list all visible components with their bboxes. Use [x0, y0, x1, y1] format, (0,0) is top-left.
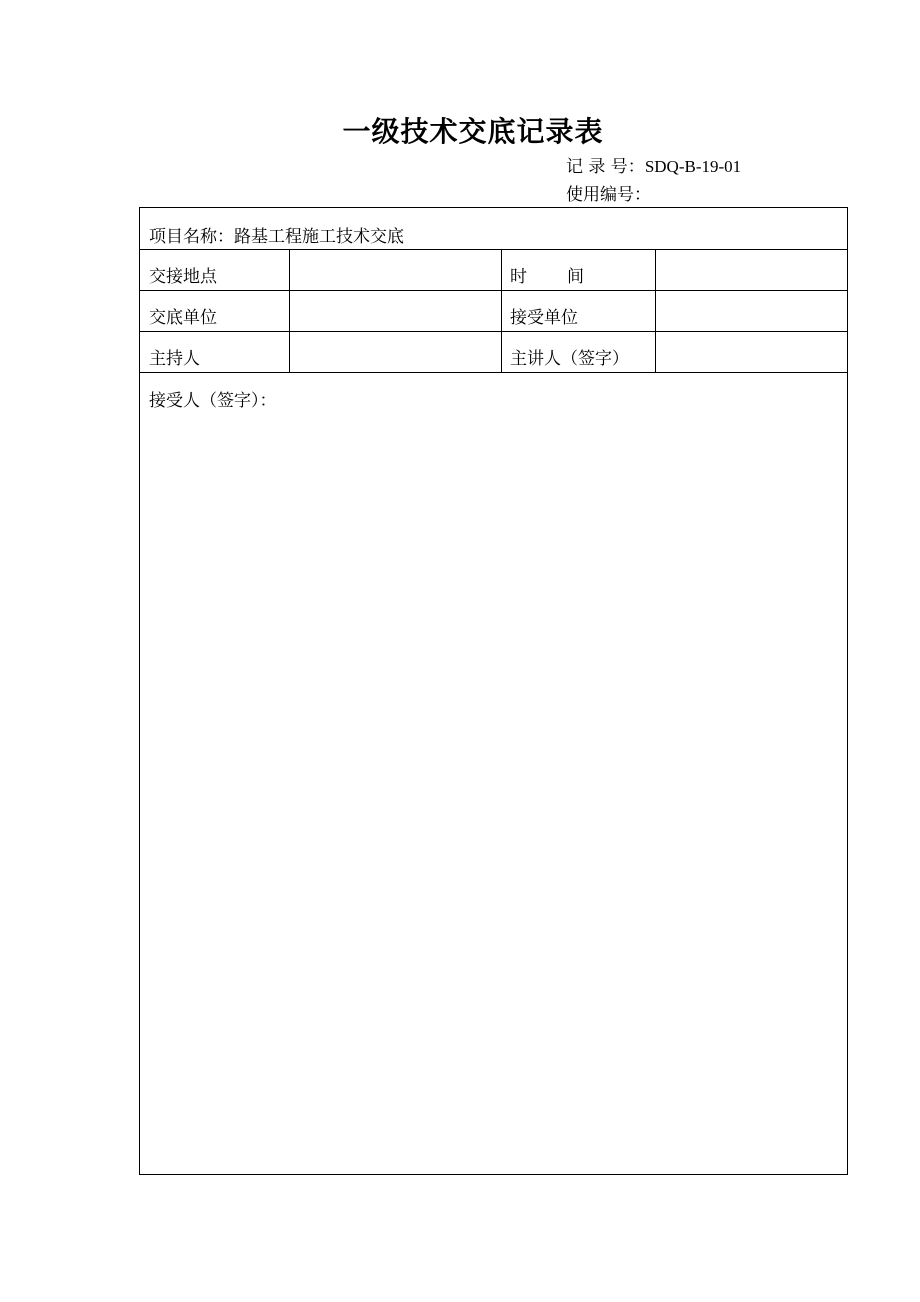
- host-field[interactable]: [290, 332, 502, 372]
- project-name-value: 路基工程施工技术交底: [234, 227, 404, 247]
- host-label: 主持人: [140, 332, 290, 372]
- speaker-signature-label: 主讲人（签字）: [502, 332, 656, 372]
- disclosure-form-table: [139, 207, 848, 1175]
- record-number-value: SDQ-B-19-01: [644, 157, 742, 176]
- receiving-unit-field[interactable]: [656, 291, 847, 331]
- disclosure-unit-label: 交底单位: [140, 291, 290, 331]
- receiving-unit-label: 接受单位: [502, 291, 656, 331]
- record-number: [566, 156, 741, 178]
- time-label: [502, 250, 656, 290]
- handover-place-field[interactable]: [290, 250, 502, 290]
- project-name: [149, 227, 404, 247]
- usage-number-label: 使用编号：: [566, 185, 651, 205]
- time-label-char-1: 时: [510, 267, 527, 287]
- record-number-label: 记 录 号：: [566, 157, 645, 177]
- time-field[interactable]: [656, 250, 847, 290]
- time-label-char-2: 间: [567, 267, 584, 287]
- table-row-host: [140, 332, 847, 373]
- usage-number: [566, 184, 651, 206]
- table-row-handover-place: [140, 250, 847, 291]
- receiver-signature-label: 接受人（签字）：: [149, 391, 277, 411]
- disclosure-unit-field[interactable]: [290, 291, 502, 331]
- project-row: [140, 208, 847, 250]
- speaker-signature-field[interactable]: [656, 332, 847, 372]
- table-row-disclosure-unit: [140, 291, 847, 332]
- handover-place-label: 交接地点: [140, 250, 290, 290]
- project-name-label: 项目名称：: [149, 227, 234, 247]
- document-title: 一级技术交底记录表: [342, 115, 604, 148]
